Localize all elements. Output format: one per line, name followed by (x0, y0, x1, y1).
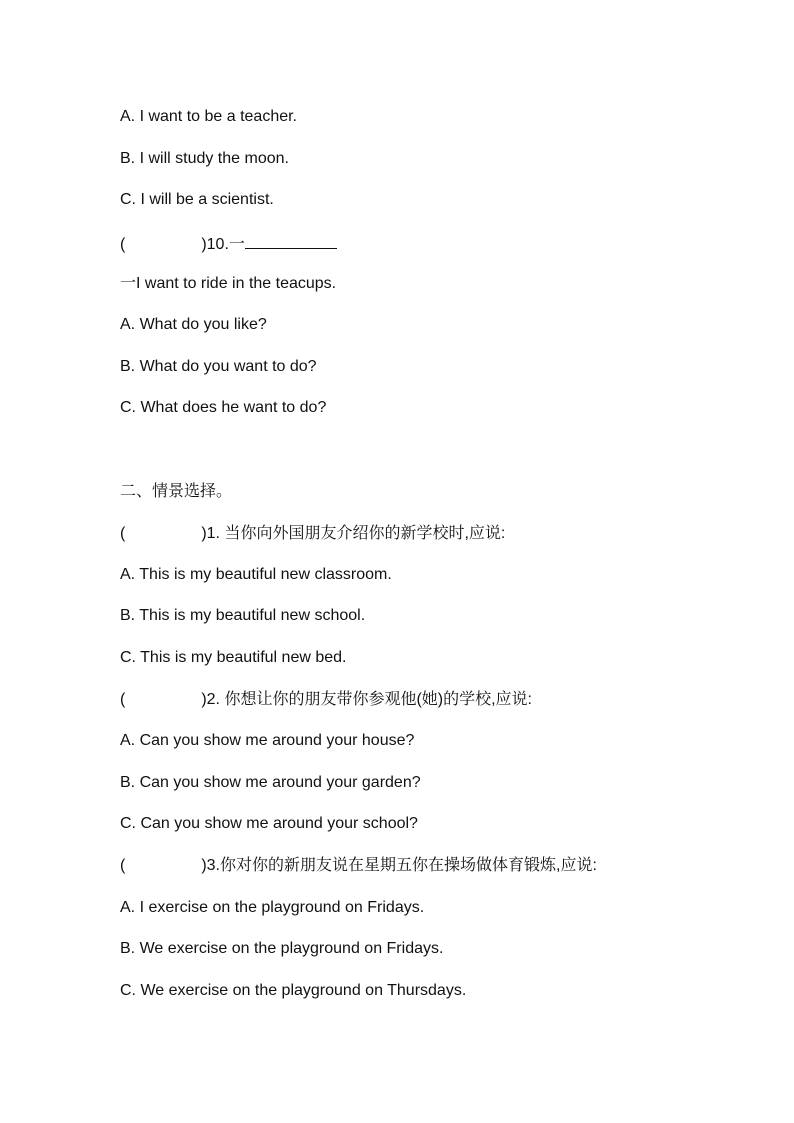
p2-q3-paren-open: ( (120, 857, 126, 874)
p2-q3-option-b: B. We exercise on the playground on Fridays. (120, 940, 444, 957)
p2-q2-option-a: A. Can you show me around your house? (120, 732, 415, 749)
q10-option-b: B. What do you want to do? (120, 358, 317, 375)
p2-q1-option-b: B. This is my beautiful new school. (120, 607, 366, 624)
q10-stem (120, 232, 337, 255)
q9-option-c: C. I will be a scientist. (120, 191, 274, 208)
q9-option-b: B. I will study the moon. (120, 150, 289, 167)
p2-q2-option-c: C. Can you show me around your school? (120, 815, 418, 832)
p2-q3-text: )3.你对你的新朋友说在星期五你在操场做体育锻炼,应说: (201, 857, 597, 874)
q10-paren-open: ( (120, 236, 126, 253)
p2-q3-option-a: A. I exercise on the playground on Fridays. (120, 899, 425, 916)
p2-q2-text: )2. 你想让你的朋友带你参观他(她)的学校,应说: (201, 691, 532, 708)
q10-option-a: A. What do you like? (120, 316, 267, 333)
p2-q3-option-c: C. We exercise on the playground on Thursdays. (120, 982, 467, 999)
p2-q1-text: )1. 当你向外国朋友介绍你的新学校时,应说: (201, 525, 506, 542)
section-heading: 二、情景选择。 (120, 483, 233, 500)
p2-q1-option-c: C. This is my beautiful new bed. (120, 649, 347, 666)
q10-answer-line: 一I want to ride in the teacups. (120, 275, 337, 292)
p2-q1-stem (120, 524, 505, 544)
p2-q3-stem (120, 856, 597, 876)
q10-option-c: C. What does he want to do? (120, 399, 327, 416)
p2-q2-paren-open: ( (120, 691, 126, 708)
p2-q2-stem (120, 690, 532, 710)
p2-q2-option-b: B. Can you show me around your garden? (120, 774, 421, 791)
q10-number: )10.一 (201, 236, 245, 253)
q10-fill-blank (245, 232, 337, 249)
p2-q1-paren-open: ( (120, 525, 126, 542)
q9-option-a: A. I want to be a teacher. (120, 108, 297, 125)
p2-q1-option-a: A. This is my beautiful new classroom. (120, 566, 392, 583)
